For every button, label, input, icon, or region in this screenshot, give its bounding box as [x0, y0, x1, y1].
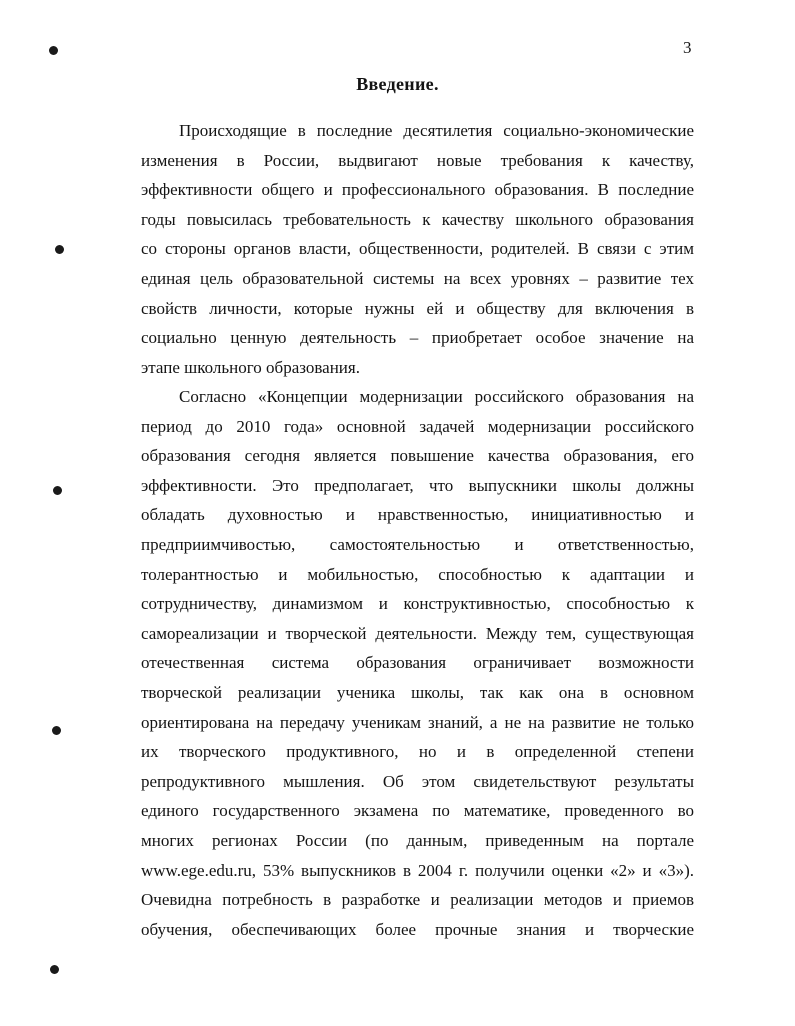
text-line: со стороны органов власти, общественности, родителей. В связи с этим	[141, 239, 694, 259]
text-line: многих регионах России (по данным, приведенным на портале	[141, 830, 694, 850]
text-line: этапе школьного образования.	[141, 357, 360, 377]
text-line: эффективности общего и профессионального образования. В последние	[141, 180, 694, 200]
binder-hole-mark	[50, 965, 59, 974]
text-line: ориентирована на передачу ученикам знаний, а не на развитие не только	[141, 712, 694, 732]
text-line: свойств личности, которые нужны ей и обществу для включения в	[141, 298, 694, 318]
text-line: социально ценную деятельность – приобретает особое значение на	[141, 328, 694, 348]
text-line: сотрудничеству, динамизмом и конструктивностью, способностью к	[141, 594, 694, 614]
text-line: их творческого продуктивного, но и в определенной степени	[141, 742, 694, 762]
text-line: обучения, обеспечивающих более прочные знания и творческие	[141, 919, 694, 939]
text-line: обладать духовностью и нравственностью, инициативностью и	[141, 505, 694, 525]
text-line: изменения в России, выдвигают новые требования к качеству,	[141, 150, 694, 170]
binder-hole-mark	[52, 726, 61, 735]
page-number: 3	[683, 38, 692, 57]
text-line: Очевидна потребность в разработке и реализации методов и приемов	[141, 890, 694, 910]
text-line: отечественная система образования ограничивает возможности	[141, 653, 694, 673]
text-line: Происходящие в последние десятилетия социально-экономические	[179, 121, 694, 140]
text-line: репродуктивного мышления. Об этом свидетельствуют результаты	[141, 771, 694, 791]
text-line: предприимчивостью, самостоятельностью и ответственностью,	[141, 534, 694, 554]
binder-hole-mark	[53, 486, 62, 495]
text-line: толерантностью и мобильностью, способностью к адаптации и	[141, 564, 694, 584]
text-line: единая цель образовательной системы на всех уровнях – развитие тех	[141, 268, 694, 288]
paragraph-1	[141, 116, 694, 382]
text-line: самореализации и творческой деятельности. Между тем, существующая	[141, 623, 694, 643]
text-line: Согласно «Концепции модернизации российского образования на	[179, 387, 694, 406]
paragraph-2	[141, 382, 694, 944]
text-line: период до 2010 года» основной задачей модернизации российского	[141, 416, 694, 436]
text-line: годы повысилась требовательность к качеству школьного образования	[141, 209, 694, 229]
text-line: эффективности. Это предполагает, что выпускники школы должны	[141, 475, 694, 495]
text-line: единого государственного экзамена по математике, проведенного во	[141, 801, 694, 821]
text-line: творческой реализации ученика школы, так как она в основном	[141, 682, 694, 702]
binder-hole-mark	[55, 245, 64, 254]
text-line: образования сегодня является повышение качества образования, его	[141, 446, 694, 466]
text-line: www.ege.edu.ru, 53% выпускников в 2004 г. получили оценки «2» и «3»).	[141, 860, 694, 880]
binder-hole-mark	[49, 46, 58, 55]
page-title: Введение.	[356, 74, 439, 94]
